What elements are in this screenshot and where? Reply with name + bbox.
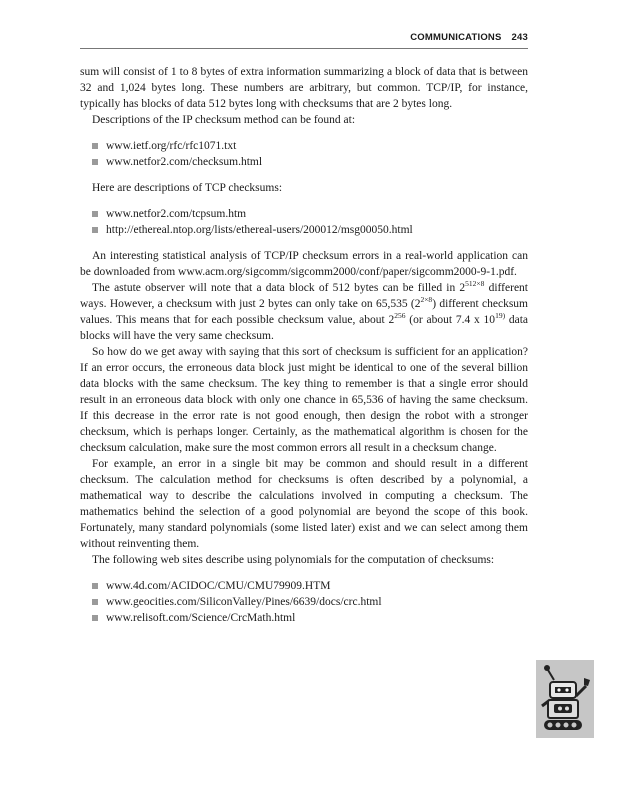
list-item[interactable]: www.netfor2.com/tcpsum.htm (92, 206, 528, 222)
section-title: COMMUNICATIONS (410, 32, 502, 43)
bullet-square-icon (92, 583, 98, 589)
paragraph: The following web sites describe using polynomials for the computation of checksums: (92, 554, 495, 566)
page-header (80, 30, 528, 49)
page-number: 243 (511, 32, 528, 43)
paragraph: Here are descriptions of TCP checksums: (92, 182, 283, 194)
bullet-square-icon (92, 599, 98, 605)
robot-icon (536, 660, 594, 738)
paragraph: For example, an error in a single bit may be common and should result in a different checksum. The calculation method for checksums is often described by a polynomial, a mathematical way to describe the calculations involved in computing a checksum. The mathematics behind the selection of a good polynomial are beyond the scope of this book. Fortunately, many standard polynomials (some listed later) exist and we can select among them without reinventing them. (80, 458, 528, 550)
list-item[interactable]: www.relisoft.com/Science/CrcMath.html (92, 610, 528, 626)
bullet-square-icon (92, 615, 98, 621)
paragraph: The astute observer will note that a data block of 512 bytes can be filled in $2^{512\times 8}$ different ways. However, a checksum with just 2 bytes can only take on 65,535 $(2^{2\times 8})$ different checksum values. This means that for each possible checksum value, about $2^{256}$ (or about 7.4 x 10$^{19)}$ data blocks will have the very same checksum. (80, 279, 529, 342)
bullet-square-icon (92, 159, 98, 165)
list-item[interactable]: www.4d.com/ACIDOC/CMU/CMU79909.HTM (92, 578, 528, 594)
list-item[interactable]: www.netfor2.com/checksum.html (92, 154, 528, 170)
bullet-square-icon (92, 227, 98, 233)
paragraph: An interesting statistical analysis of TCP/IP checksum errors in a real-world application can be downloaded from www.acm.org/sigcomm/sigcomm2000/conf/paper/sigcomm2000-9-1.pdf. (80, 250, 528, 278)
polynomial-link-list (80, 578, 528, 626)
running-head (410, 32, 528, 43)
list-item[interactable]: http://ethereal.ntop.org/lists/ethereal-users/200012/msg00050.html (92, 222, 528, 238)
list-item[interactable]: www.geocities.com/SiliconValley/Pines/6639/docs/crc.html (92, 594, 528, 610)
list-item[interactable]: www.ietf.org/rfc/rfc1071.txt (92, 138, 528, 154)
bullet-square-icon (92, 143, 98, 149)
paragraph: So how do we get away with saying that this sort of checksum is sufficient for an application? If an error occurs, the erroneous data block just might be identical to one of the several billion data blocks with the same checksum. The key thing to remember is that a single error should result in an erroneous data block with only one chance in 65,536 of having the same checksum. If this decrease in the error rate is not good enough, then design the robot with a stronger checksum, which is perhaps longer. Certainly, as the mathematical algorithm is chosen for the checksum calculation, make sure the most common errors all result in a checksum change. (80, 346, 528, 454)
bullet-square-icon (92, 211, 98, 217)
tcp-link-list (80, 206, 528, 238)
paragraph: sum will consist of 1 to 8 bytes of extra information summarizing a block of data that is between 32 and 1,024 bytes long. These numbers are arbitrary, but common. TCP/IP, for instance, typically has blocks of data 512 bytes long with checksums that are 2 bytes long. (80, 66, 528, 110)
paragraph: Descriptions of the IP checksum method can be found at: (92, 114, 356, 126)
page-body (80, 64, 528, 636)
ip-link-list (80, 138, 528, 170)
